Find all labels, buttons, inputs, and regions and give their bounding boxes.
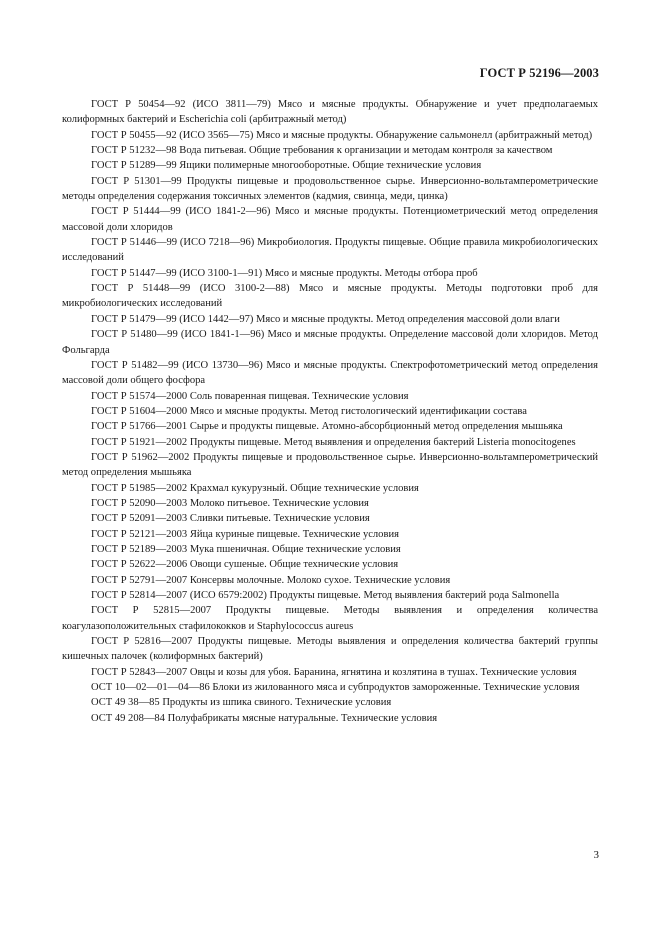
reference-entry: ГОСТ Р 50454—92 (ИСО 3811—79) Мясо и мясные продукты. Обнаружение и учет предполагаемых колиформных бактерий и Escherichia coli (арбитражный метод): [62, 99, 598, 126]
reference-entry: ГОСТ Р 52622—2006 Овощи сушеные. Общие технические условия: [91, 559, 399, 571]
reference-entry: ГОСТ Р 51921—2002 Продукты пищевые. Метод выявления и определения бактерий Listeria monocitogenes: [91, 436, 576, 448]
reference-entry: ГОСТ Р 51301—99 Продукты пищевые и продовольственное сырье. Инверсионно-вольтамперометрические методы определения содержания токсичных элементов (кадмия, свинца, меди, цинка): [62, 175, 598, 203]
reference-entry: ГОСТ Р 52090—2003 Молоко питьевое. Технические условия: [91, 497, 369, 509]
reference-entry: ОСТ 49 208—84 Полуфабрикаты мясные натуральные. Технические условия: [91, 712, 438, 724]
reference-entry: ГОСТ Р 52843—2007 Овцы и козы для убоя. Баранина, ягнятина и козлятина в тушах. Технические условия: [91, 666, 577, 678]
reference-entry: ГОСТ Р 51985—2002 Крахмал кукурузный. Общие технические условия: [91, 482, 419, 494]
document-header: ГОСТ Р 52196—2003: [479, 66, 599, 80]
reference-entry: ГОСТ Р 52121—2003 Яйца куриные пищевые. Технические условия: [91, 528, 399, 540]
reference-entry: ГОСТ Р 52091—2003 Сливки питьевые. Технические условия: [91, 513, 370, 525]
reference-entry: ГОСТ Р 51446—99 (ИСО 7218—96) Микробиология. Продукты пищевые. Общие правила микробиологических исследований: [62, 237, 598, 264]
reference-entry: ГОСТ Р 51766—2001 Сырье и продукты пищевые. Атомно-абсорбционный метод определения мышьяка: [91, 421, 563, 433]
reference-entry: ГОСТ Р 51444—99 (ИСО 1841-2—96) Мясо и мясные продукты. Потенциометрический метод определения массовой доли хлоридов: [62, 206, 598, 233]
reference-entry: ГОСТ Р 52189—2003 Мука пшеничная. Общие технические условия: [91, 543, 401, 555]
reference-entry: ГОСТ Р 51480—99 (ИСО 1841-1—96) Мясо и мясные продукты. Определение массовой доли хлоридов. Метод Фольгарда: [62, 329, 598, 356]
reference-entry: ГОСТ Р 51479—99 (ИСО 1442—97) Мясо и мясные продукты. Метод определения массовой доли влаги: [91, 313, 560, 325]
reference-entry: ГОСТ Р 51289—99 Ящики полимерные многооборотные. Общие технические условия: [91, 160, 482, 172]
reference-entry: ГОСТ Р 51447—99 (ИСО 3100-1—91) Мясо и мясные продукты. Методы отбора проб: [91, 267, 478, 279]
page-number: 3: [593, 849, 599, 861]
reference-entry: ГОСТ Р 52815—2007 Продукты пищевые. Методы выявления и определения количества коагулазоположительных стафилококков и Staphylococcus aureus: [62, 605, 598, 632]
reference-entry: ГОСТ Р 51962—2002 Продукты пищевые и продовольственное сырье. Инверсионно-вольтамперометрический метод определения мышьяка: [62, 451, 598, 479]
reference-entry: ГОСТ Р 52791—2007 Консервы молочные. Молоко сухое. Технические условия: [91, 574, 451, 586]
reference-entry: ГОСТ Р 52816—2007 Продукты пищевые. Методы выявления и определения количества бактерий группы кишечных палочек (колиформных бактерий): [62, 636, 598, 663]
reference-entry: ГОСТ Р 51604—2000 Мясо и мясные продукты. Метод гистологический идентификации состава: [91, 405, 527, 417]
reference-entry: ОСТ 10—02—01—04—86 Блоки из жилованного мяса и субпродуктов замороженные. Технические условия: [91, 682, 580, 694]
reference-entry: ГОСТ Р 51482—99 (ИСО 13730—96) Мясо и мясные продукты. Спектрофотометрический метод определения массовой доли общего фосфора: [62, 359, 598, 387]
reference-entry: ГОСТ Р 51448—99 (ИСО 3100-2—88) Мясо и мясные продукты. Методы подготовки проб для микробиологических исследований: [62, 283, 598, 310]
reference-entry: ГОСТ Р 50455—92 (ИСО 3565—75) Мясо и мясные продукты. Обнаружение сальмонелл (арбитражный метод): [91, 129, 593, 141]
reference-entry: ГОСТ Р 52814—2007 (ИСО 6579:2002) Продукты пищевые. Метод выявления бактерий рода Salmonella: [91, 590, 560, 601]
reference-entry: ГОСТ Р 51574—2000 Соль поваренная пищевая. Технические условия: [91, 390, 409, 402]
references-list: [62, 97, 598, 726]
reference-entry: ОСТ 49 38—85 Продукты из шпика свиного. Технические условия: [91, 697, 392, 709]
reference-entry: ГОСТ Р 51232—98 Вода питьевая. Общие требования к организации и методам контроля за качеством: [91, 145, 553, 157]
